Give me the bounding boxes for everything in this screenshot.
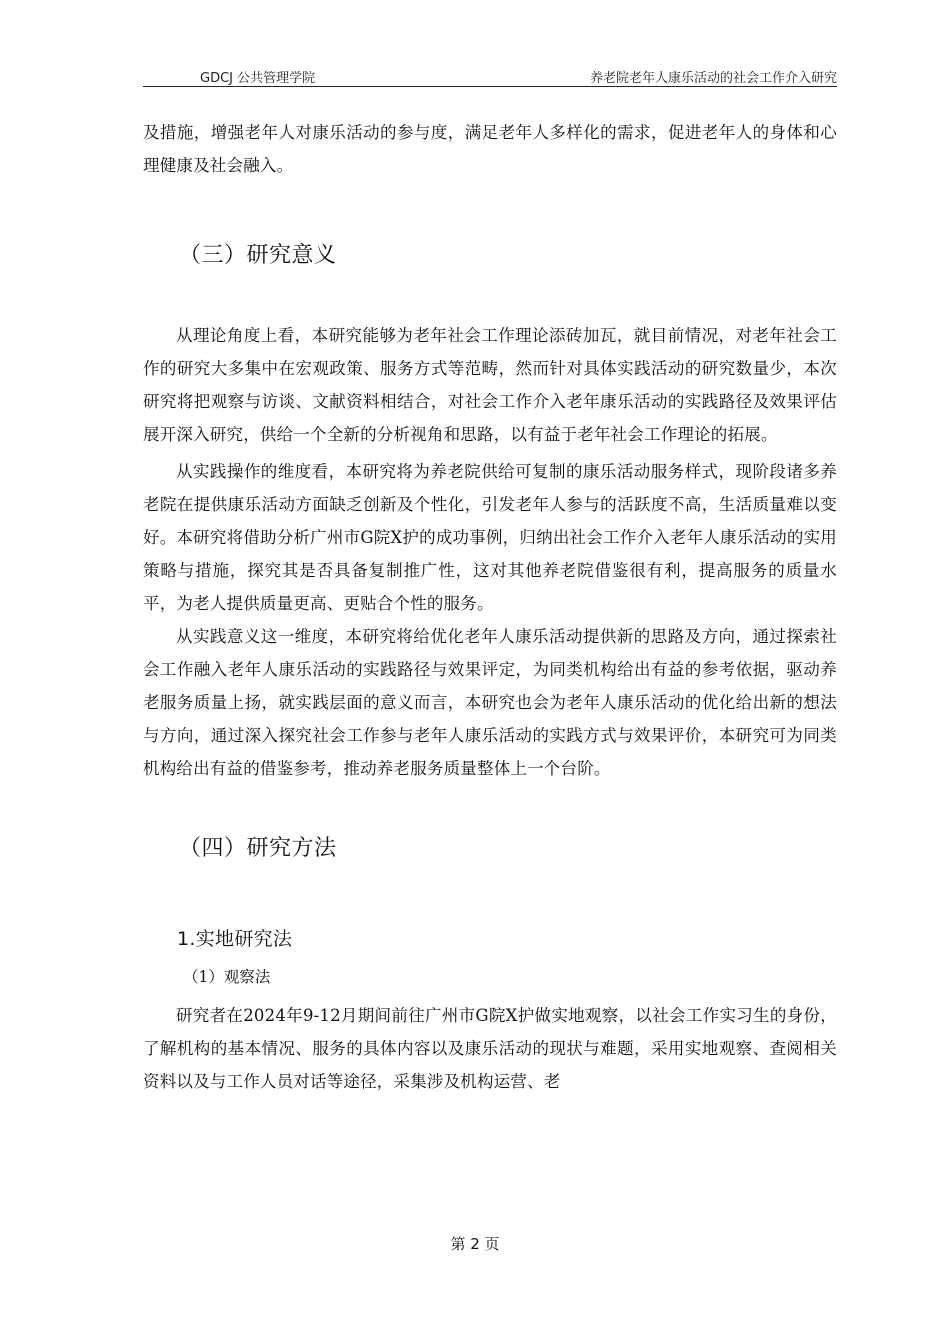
subsection-1-title: 1.实地研究法 bbox=[177, 928, 293, 950]
section-3-title: （三）研究意义 bbox=[179, 243, 337, 268]
page-content bbox=[143, 116, 837, 1098]
page-number: 第 2 页 bbox=[450, 1235, 500, 1253]
section-3-paragraph-3: 从实践意义这一维度，本研究将给优化老年人康乐活动提供新的思路及方向，通过探索社会工作融入老年人康乐活动的实践路径与效果评定，为同类机构给出有益的参考依据，驱动养老服务质量上扬，就实践层面的意义而言，本研究也会为老年人康乐活动的优化给出新的想法与方向，通过深入探究社会工作参与老年人康乐活动的实践方式与效果评价，本研究可为同类机构给出有益的借鉴参考，推动养老服务质量整体上一个台阶。 bbox=[143, 627, 837, 778]
header-thesis-title: 养老院老年人康乐活动的社会工作介入研究 bbox=[589, 71, 837, 86]
intro-paragraph: 及措施，增强老年人对康乐活动的参与度，满足老年人多样化的需求，促进老年人的身体和心理健康及社会融入。 bbox=[143, 123, 837, 175]
section-3-paragraph-1: 从理论角度上看，本研究能够为老年社会工作理论添砖加瓦，就目前情况，对老年社会工作的研究大多集中在宏观政策、服务方式等范畴，然而针对具体实践活动的研究数量少，本次研究将把观察与访谈、文献资料相结合，对社会工作介入老年康乐活动的实践路径及效果评估展开深入研究，供给一个全新的分析视角和思路，以有益于老年社会工作理论的拓展。 bbox=[143, 326, 837, 444]
subsubsection-1-title: （1）观察法 bbox=[183, 968, 271, 986]
header-school: GDCJ 公共管理学院 bbox=[200, 71, 316, 86]
observation-paragraph: 研究者在2024年9-12月期间前往广州市G院X护做实地观察，以社会工作实习生的身份，了解机构的基本情况、服务的具体内容以及康乐活动的现状与难题，采用实地观察、查阅相关资料以及与工作人员对话等途径，采集涉及机构运营、老 bbox=[143, 1006, 837, 1091]
page-header bbox=[143, 64, 837, 87]
section-4-title: （四）研究方法 bbox=[179, 836, 337, 861]
section-3-paragraph-2: 从实践操作的维度看，本研究将为养老院供给可复制的康乐活动服务样式，现阶段诸多养老院在提供康乐活动方面缺乏创新及个性化，引发老年人参与的活跃度不高，生活质量难以变好。本研究将借助分析广州市G院X护的成功事例，归纳出社会工作介入老年人康乐活动的实用策略与措施，探究其是否具备复制推广性，这对其他养老院借鉴很有利，提高服务的质量水平，为老人提供质量更高、更贴合个性的服务。 bbox=[143, 462, 837, 613]
